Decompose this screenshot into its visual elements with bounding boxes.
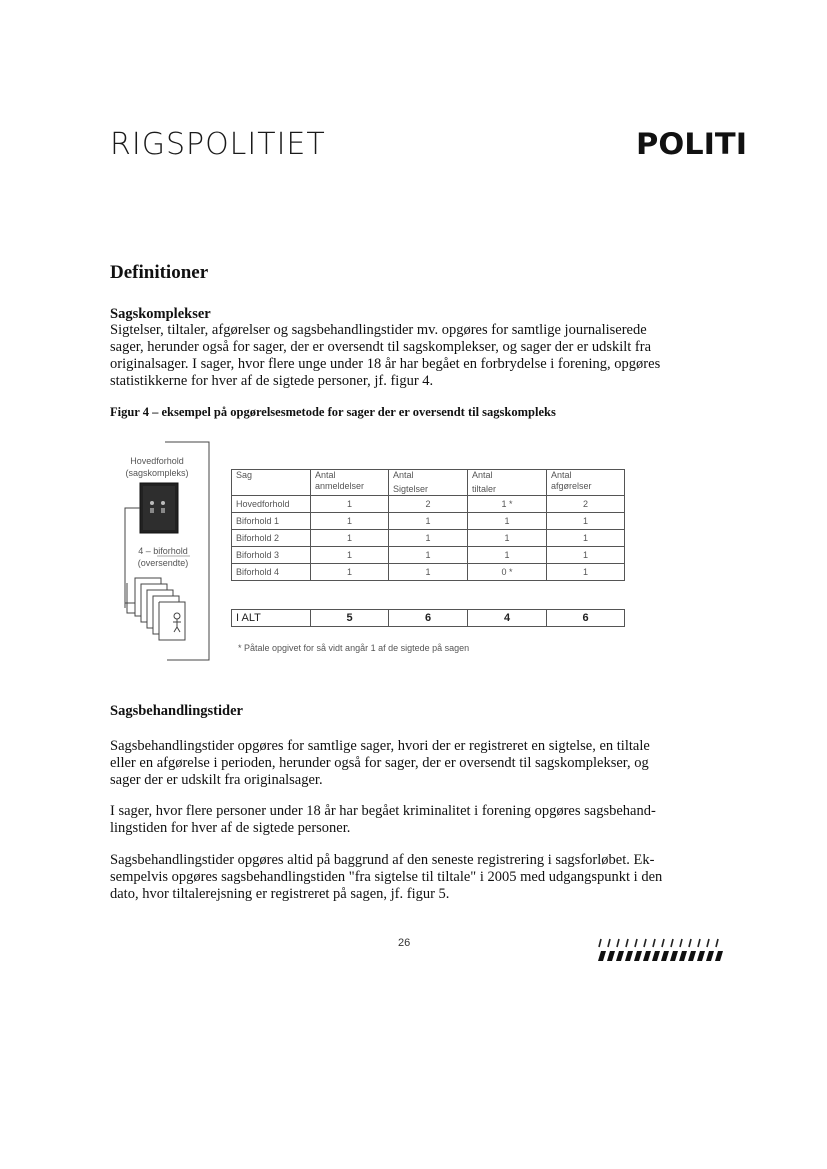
total-row xyxy=(232,610,625,627)
cell: 0 * xyxy=(468,564,547,581)
page-number: 26 xyxy=(398,937,411,949)
total-cell: 4 xyxy=(468,610,547,627)
cell: 1 xyxy=(547,564,625,581)
table-header-row xyxy=(232,470,625,496)
row-label: Biforhold 4 xyxy=(232,564,311,581)
cell: 1 xyxy=(468,530,547,547)
section-title: Definitioner xyxy=(110,262,209,283)
label-sub-1: 4 – biforhold xyxy=(138,546,188,556)
cell: 1 xyxy=(389,530,468,547)
row-label: Biforhold 1 xyxy=(232,513,311,530)
text-line: lingstiden for hver af de sigtede personer. xyxy=(110,820,351,836)
cell: 1 xyxy=(389,513,468,530)
table-row xyxy=(232,513,625,530)
table-row xyxy=(232,547,625,564)
table-row xyxy=(232,496,625,513)
row-label: Biforhold 3 xyxy=(232,547,311,564)
police-stripe-pattern-icon xyxy=(596,937,726,963)
text-line: Sigtelser, tiltaler, afgørelser og sagsbehandlingstider mv. opgøres for samtlige journaliserede xyxy=(110,322,647,338)
text-line: Sagsbehandlingstider opgøres for samtlige sager, hvori der er registreret en sigtelse, en tiltale xyxy=(110,738,650,754)
cell: 1 xyxy=(547,513,625,530)
cell: 1 xyxy=(547,547,625,564)
total-label: I ALT xyxy=(232,610,311,627)
case-total-table xyxy=(231,609,625,627)
cell: 1 xyxy=(389,564,468,581)
sub-case-documents-icon xyxy=(127,578,185,640)
header-cell: Sag xyxy=(232,470,311,496)
text-line: eller en afgørelse i perioden, herunder også for sager, der er oversendt til sagskomplekser, og xyxy=(110,755,649,771)
cell: 1 xyxy=(468,513,547,530)
text-line: sempelvis opgøres sagsbehandlingstiden "fra sigtelse til tiltale" i 2005 med udgangspunkt i den xyxy=(110,869,663,885)
cell: 1 xyxy=(311,513,389,530)
table-row xyxy=(232,530,625,547)
row-label: Biforhold 2 xyxy=(232,530,311,547)
text-line: statistikkerne for hver af de sigtede personer, jf. figur 4. xyxy=(110,373,434,389)
case-complex-diagram xyxy=(105,438,220,663)
text-line: sager der er udskilt fra originalsager. xyxy=(110,772,323,788)
paragraph-2 xyxy=(110,803,675,837)
paragraph-3 xyxy=(110,852,675,903)
cell: 2 xyxy=(389,496,468,513)
case-count-table xyxy=(231,469,625,581)
cell: 1 xyxy=(311,547,389,564)
paragraph-1 xyxy=(110,738,675,789)
sagsbehandlingstider-heading: Sagsbehandlingstider xyxy=(110,703,243,719)
cell: 1 xyxy=(311,564,389,581)
sagskomplekser-paragraph xyxy=(110,322,670,390)
sagskomplekser-heading: Sagskomplekser xyxy=(110,306,211,322)
politi-logo: POLITI xyxy=(636,127,748,161)
label-main-2: (sagskompleks) xyxy=(125,468,189,478)
header-cell: Antal anmeldelser xyxy=(311,470,389,496)
text-line: Sagsbehandlingstider opgøres altid på baggrund af den seneste registrering i sagsforløbet. Ek- xyxy=(110,852,655,868)
total-cell: 6 xyxy=(547,610,625,627)
text-line: I sager, hvor flere personer under 18 år har begået kriminalitet i forening opgøres sagsbehand- xyxy=(110,803,656,819)
table-footnote: * Påtale opgivet for så vidt angår 1 af de sigtede på sagen xyxy=(238,643,470,653)
cell: 1 * xyxy=(468,496,547,513)
cell: 1 xyxy=(547,530,625,547)
organization-name: RIGSPOLITIET xyxy=(110,127,326,162)
cell: 2 xyxy=(547,496,625,513)
text-line: sager, herunder også for sager, der er oversendt til sagskomplekser, og sager der er udskilt fra xyxy=(110,339,652,355)
header-cell: Antal tiltaler xyxy=(468,470,547,496)
cell: 1 xyxy=(389,547,468,564)
label-main-1: Hovedforhold xyxy=(130,456,184,466)
row-label: Hovedforhold xyxy=(232,496,311,513)
total-cell: 5 xyxy=(311,610,389,627)
figure-caption: Figur 4 – eksempel på opgørelsesmetode for sager der er oversendt til sagskompleks xyxy=(110,405,556,419)
main-case-folder-icon xyxy=(140,483,178,533)
cell: 1 xyxy=(311,496,389,513)
table-row xyxy=(232,564,625,581)
label-sub-2: (oversendte) xyxy=(137,558,189,568)
header-cell: Antal Sigtelser xyxy=(389,470,468,496)
cell: 1 xyxy=(311,530,389,547)
text-line: originalsager. I sager, hvor flere unge under 18 år har begået en forbrydelse i forening, opgøres xyxy=(110,356,661,372)
total-cell: 6 xyxy=(389,610,468,627)
text-line: dato, hvor tiltalerejsning er registreret på sagen, jf. figur 5. xyxy=(110,886,450,902)
cell: 1 xyxy=(468,547,547,564)
header-cell: Antal afgørelser xyxy=(547,470,625,496)
